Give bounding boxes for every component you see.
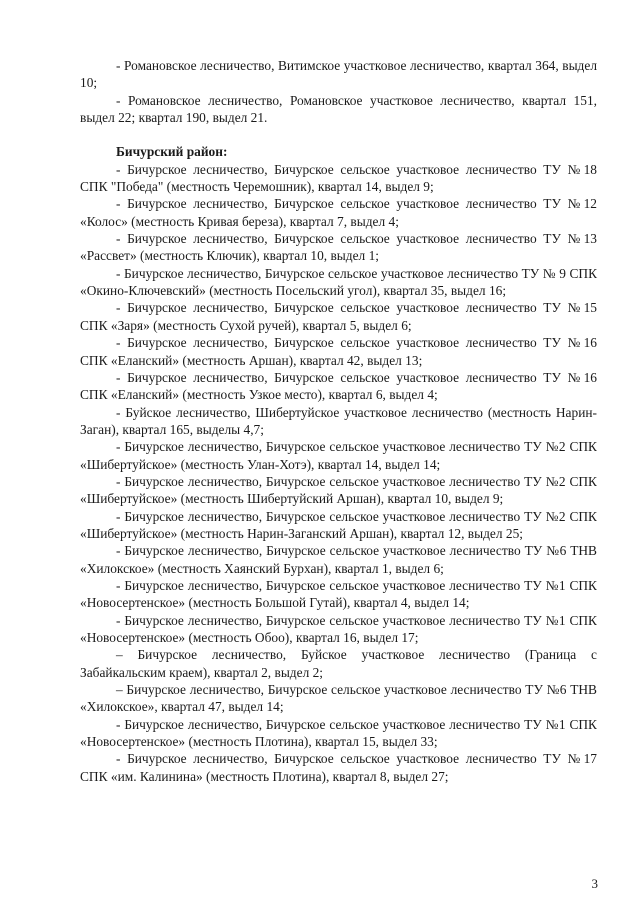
- list-item: - Бичурское лесничество, Бичурское сельское участковое лесничество ТУ №15 СПК «Заря» (местность Сухой ручей), квартал 5, выдел 6;: [80, 300, 597, 333]
- page-number: 3: [591, 876, 598, 891]
- list-item: - Бичурское лесничество, Бичурское сельское участковое лесничество ТУ № 9 СПК «Окино-Ключевский» (местность Посельский угол), квартал 35, выдел 16;: [80, 265, 597, 299]
- list-item: – Бичурское лесничество, Буйское участковое лесничество (Граница с Забайкальским краем), квартал 2, выдел 2;: [80, 647, 597, 680]
- intro-section: [80, 57, 597, 126]
- list-item: - Романовское лесничество, Витимское участковое лесничество, квартал 364, выдел 10;: [80, 58, 597, 91]
- list-item: - Бичурское лесничество, Бичурское сельское участковое лесничество ТУ №16 СПК «Еланский» (местность Аршан), квартал 42, выдел 13;: [80, 335, 597, 368]
- document-page: [80, 57, 597, 785]
- list-item: - Бичурское лесничество, Бичурское сельское участковое лесничество ТУ №16 СПК «Еланский» (местность Узкое место), квартал 6, выдел 4;: [80, 369, 597, 403]
- list-item: – Бичурское лесничество, Бичурское сельское участковое лесничество ТУ №6 ТНВ «Хилокское», квартал 47, выдел 14;: [80, 682, 597, 715]
- list-item: - Бичурское лесничество, Бичурское сельское участковое лесничество ТУ №17 СПК «им. Калинина» (местность Плотина), квартал 8, выдел 27;: [80, 751, 597, 784]
- list-item: - Буйское лесничество, Шибертуйское участковое лесничество (местность Нарин-Заган), квартал 165, выделы 4,7;: [80, 404, 597, 437]
- section-heading: Бичурский район:: [116, 144, 228, 160]
- list-item: - Бичурское лесничество, Бичурское сельское участковое лесничество ТУ №1 СПК «Новосертенское» (местность Обоо), квартал 16, выдел 17;: [80, 612, 597, 645]
- list-item: - Бичурское лесничество, Бичурское сельское участковое лесничество ТУ №13 «Рассвет» (местность Ключик), квартал 10, выдел 1;: [80, 231, 597, 264]
- list-item: - Бичурское лесничество, Бичурское сельское участковое лесничество ТУ №2 СПК «Шибертуйское» (местность Улан-Хотэ), квартал 14, выдел 14;: [80, 439, 597, 472]
- list-item: - Бичурское лесничество, Бичурское сельское участковое лесничество ТУ №2 СПК «Шибертуйское» (местность Нарин-Заганский Аршан), квартал 12, выдел 25;: [80, 508, 597, 541]
- list-item: - Романовское лесничество, Романовское участковое лесничество, квартал 151, выдел 22; квартал 190, выдел 21.: [80, 92, 597, 126]
- list-item: - Бичурское лесничество, Бичурское сельское участковое лесничество ТУ №6 ТНВ «Хилокское» (местность Хаянский Бурхан), квартал 1, выдел 6;: [80, 543, 597, 576]
- paragraph-spacer: [80, 126, 597, 143]
- list-item: - Бичурское лесничество, Бичурское сельское участковое лесничество ТУ №1 СПК «Новосертенское» (местность Плотина), квартал 15, выдел 33;: [80, 716, 597, 750]
- bichura-section: [80, 161, 597, 785]
- list-item: - Бичурское лесничество, Бичурское сельское участковое лесничество ТУ №18 СПК "Победа" (местность Черемошник), квартал 14, выдел 9;: [80, 161, 597, 195]
- list-item: - Бичурское лесничество, Бичурское сельское участковое лесничество ТУ №12 «Колос» (местность Кривая береза), квартал 7, выдел 4;: [80, 196, 597, 229]
- list-item: - Бичурское лесничество, Бичурское сельское участковое лесничество ТУ №1 СПК «Новосертенское» (местность Большой Гутай), квартал 4, выдел 14;: [80, 577, 597, 611]
- list-item: - Бичурское лесничество, Бичурское сельское участковое лесничество ТУ №2 СПК «Шибертуйское» (местность Шибертуйский Аршан), квартал 10, выдел 9;: [80, 473, 597, 507]
